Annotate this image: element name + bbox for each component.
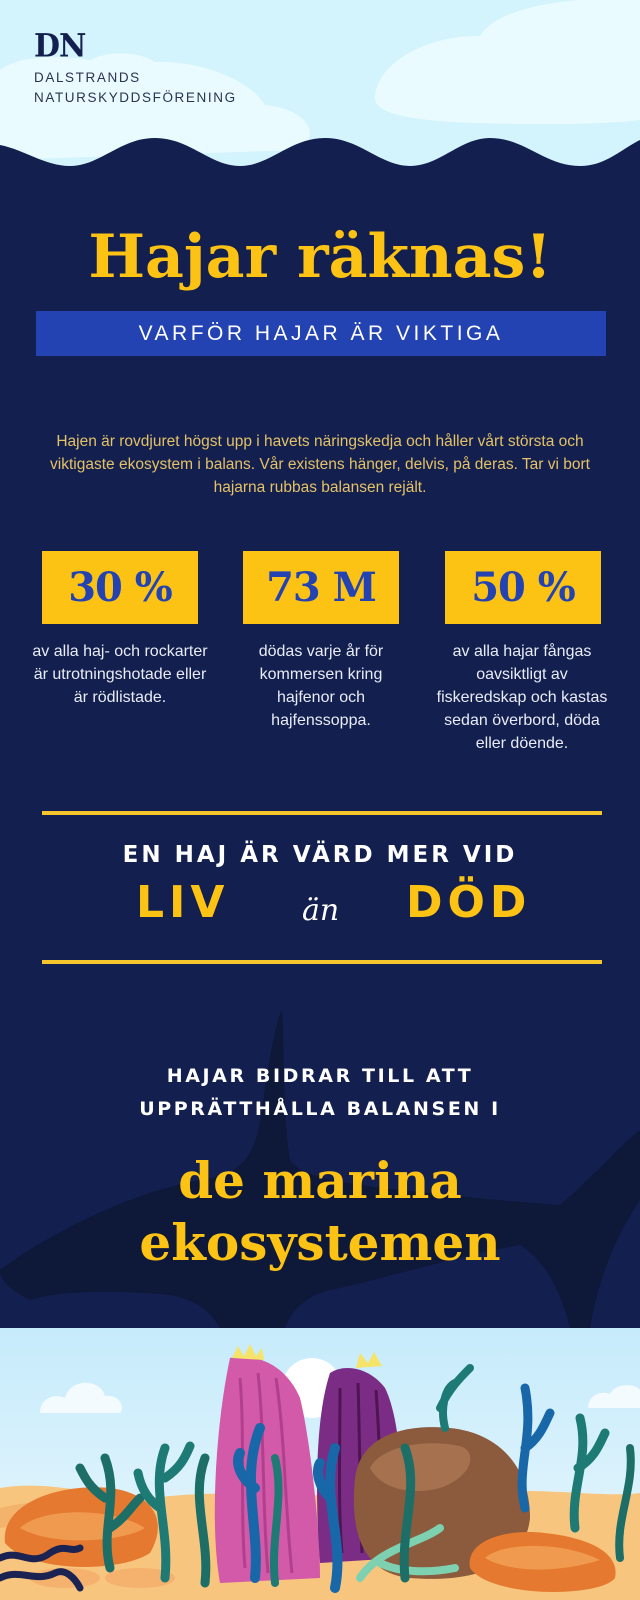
worth-heading: EN HAJ ÄR VÄRD MER VID — [122, 842, 518, 868]
worth-than: än — [302, 893, 340, 928]
marine-line-1: de marina — [178, 1151, 462, 1210]
intro-paragraph: Hajen är rovdjuret högst upp i havets näringskedja och håller vårt största och viktigaste ekosystem i balans. Vår existens hänger, delvis, på deras. Tar vi bort hajarna rubbas balansen rejält. — [50, 433, 590, 496]
subtitle-banner — [36, 311, 606, 356]
balance-line-2: UPPRÄTTHÅLLA BALANSEN I — [139, 1098, 501, 1120]
divider-bottom — [42, 960, 602, 964]
worth-dead: DÖD — [406, 877, 532, 928]
logo-dn: DN — [34, 28, 86, 65]
stat-description: av alla haj- och rockarter är utrotningshotade eller är rödlistade. — [32, 643, 208, 706]
org-line-2: NATURSKYDDSFÖRENING — [34, 90, 237, 105]
page-title: Hajar räknas! — [88, 222, 552, 292]
stat-description: av alla hajar fångas oavsiktligt av fiskeredskap och kastas sedan överbord, döda eller döende. — [436, 643, 608, 752]
divider-top — [42, 811, 602, 815]
stat-description: dödas varje år för kommersen kring hajfenor och hajfenssoppa. — [258, 643, 384, 729]
stat-box-killed — [243, 551, 399, 624]
balance-text — [0, 1060, 640, 1126]
marine-ecosystems-heading — [0, 1150, 640, 1274]
worth-alive: LIV — [136, 877, 230, 928]
stat-value: 30 % — [68, 564, 172, 611]
stat-value: 50 % — [471, 564, 575, 611]
coral-reef-icon — [0, 1328, 640, 1600]
seabed-illustration — [0, 1328, 640, 1600]
subtitle-text: VARFÖR HAJAR ÄR VIKTIGA — [138, 321, 504, 345]
stat-box-bycatch — [445, 551, 601, 624]
balance-line-1: HAJAR BIDRAR TILL ATT — [166, 1065, 474, 1087]
org-line-1: DALSTRANDS — [34, 70, 141, 85]
marine-line-2: ekosystemen — [139, 1213, 501, 1272]
stat-box-endangered — [42, 551, 198, 624]
stat-value: 73 M — [266, 564, 376, 611]
